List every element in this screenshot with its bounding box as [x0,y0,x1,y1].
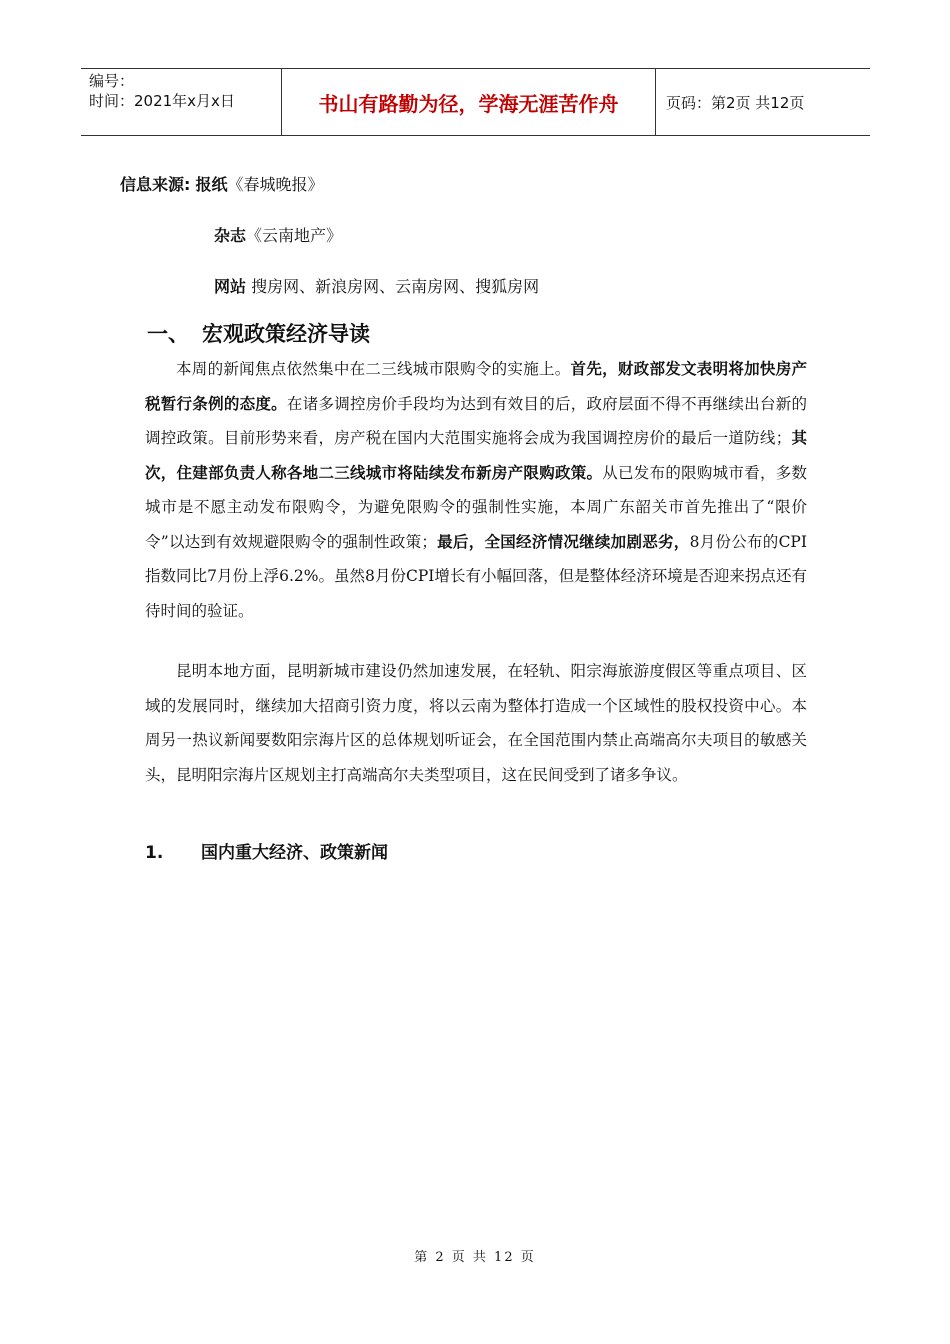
source-magazine [214,225,342,247]
source-newspaper [120,174,324,196]
p1-sentence-4: 8月份公布的CPI指数同比7月份上浮6.2%。虽然8月份CPI增长有小幅回落，但是整体经济环境是否迎来拐点还有待时间的验证。 [145,532,807,620]
header-page-info: 页码：第2页 共12页 [666,93,805,112]
paragraph-policy [145,352,807,628]
section-heading [147,318,370,348]
header-meta [81,69,281,135]
paragraph-kunming: 昆明本地方面，昆明新城市建设仍然加速发展，在轻轨、阳宗海旅游度假区等重点项目、区域的发展同时，继续加大招商引资力度，将以云南为整体打造成一个区域性的股权投资中心。本周另一热议新闻要数阳宗海片区的总体规划听证会，在全国范围内禁止高端高尔夫项目的敏感关头，昆明阳宗海片区规划主打高端高尔夫类型项目，这在民间受到了诸多争议。 [145,662,807,784]
p1-highlight-1: 首先，财政部发文表明将加快房产税暂行条例的态度。 [145,360,807,413]
section-number: 一、 [147,322,189,346]
sources-label: 信息来源: [120,175,191,194]
p1-sentence-3: 从已发布的限购城市看，多数城市是不愿主动发布限购令，为避免限购令的强制性实施，本周广东韶关市首先推出了“限价令”以达到有效规避限购令的强制性政策； [145,463,807,551]
newspaper-name: 《春城晚报》 [227,175,324,194]
p1-highlight-2: 其次，住建部负责人称各地二三线城市将陆续发布新房产限购政策。 [145,429,807,482]
serial-label: 编号： [89,72,135,90]
magazine-name: 《云南地产》 [246,226,343,245]
section-title: 宏观政策经济导读 [202,322,370,346]
page-footer: 第 2 页 共 12 页 [414,1250,536,1265]
website-kind: 网站 [214,277,247,296]
website-names: 搜房网、新浪房网、云南房网、搜狐房网 [246,277,540,296]
header-motto: 书山有路勤为径，学海无涯苦作舟 [281,69,656,135]
p1-highlight-3: 最后，全国经济情况继续加剧恶劣， [436,532,690,551]
source-website [214,276,539,298]
time-label: 时间：2021年x月x日 [89,92,235,110]
page-header [81,68,870,136]
magazine-kind: 杂志 [214,226,247,245]
p1-sentence-1: 本周的新闻焦点依然集中在二三线城市限购令的实施上。 [176,360,571,378]
newspaper-kind: 报纸 [195,175,228,194]
p1-sentence-2: 在诸多调控房价手段均为达到有效目的后，政府层面不得不再继续出台新的调控政策。目前形势来看，房产税在国内大范围实施将会成为我国调控房价的最后一道防线； [145,394,807,447]
subsection-heading [145,838,388,863]
subsection-number: 1. [145,843,164,863]
subsection-title: 国内重大经济、政策新闻 [201,843,388,863]
